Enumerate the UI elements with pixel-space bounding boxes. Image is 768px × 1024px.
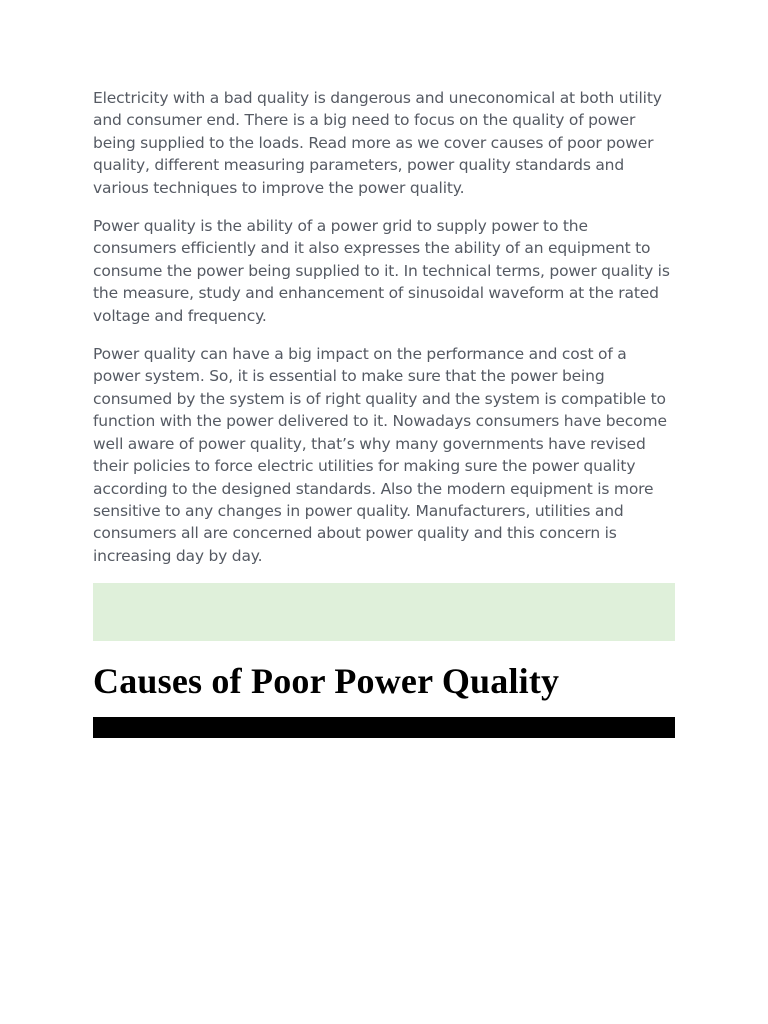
article-content [93, 87, 675, 738]
intro-paragraph: Electricity with a bad quality is dangerous and uneconomical at both utility and consumer end. There is a big need to focus on the quality of power being supplied to the loads. Read more as we cover causes of poor power quality, different measuring parameters, power quality standards and various techniques to improve the power quality. [93, 89, 662, 197]
impact-paragraph: Power quality can have a big impact on the performance and cost of a power system. So, it is essential to make sure that the power being consumed by the system is of right quality and the system is compatible to function with the power delivered to it. Nowadays consumers have become well aware of power quality, that’s why many governments have revised their policies to force electric utilities for making sure the power quality according to the designed standards. Also the modern equipment is more sensitive to any changes in power quality. Manufacturers, utilities and consumers all are concerned about power quality and this concern is increasing day by day. [93, 345, 667, 565]
section-heading: Causes of Poor Power Quality [93, 661, 560, 702]
definition-paragraph: Power quality is the ability of a power grid to supply power to the consumers efficiently and it also expresses the ability of an equipment to consume the power being supplied to it. In technical terms, power quality is the measure, study and enhancement of sinusoidal waveform at the rated voltage and frequency. [93, 217, 670, 325]
highlight-box [93, 583, 675, 641]
black-bar [93, 717, 675, 738]
